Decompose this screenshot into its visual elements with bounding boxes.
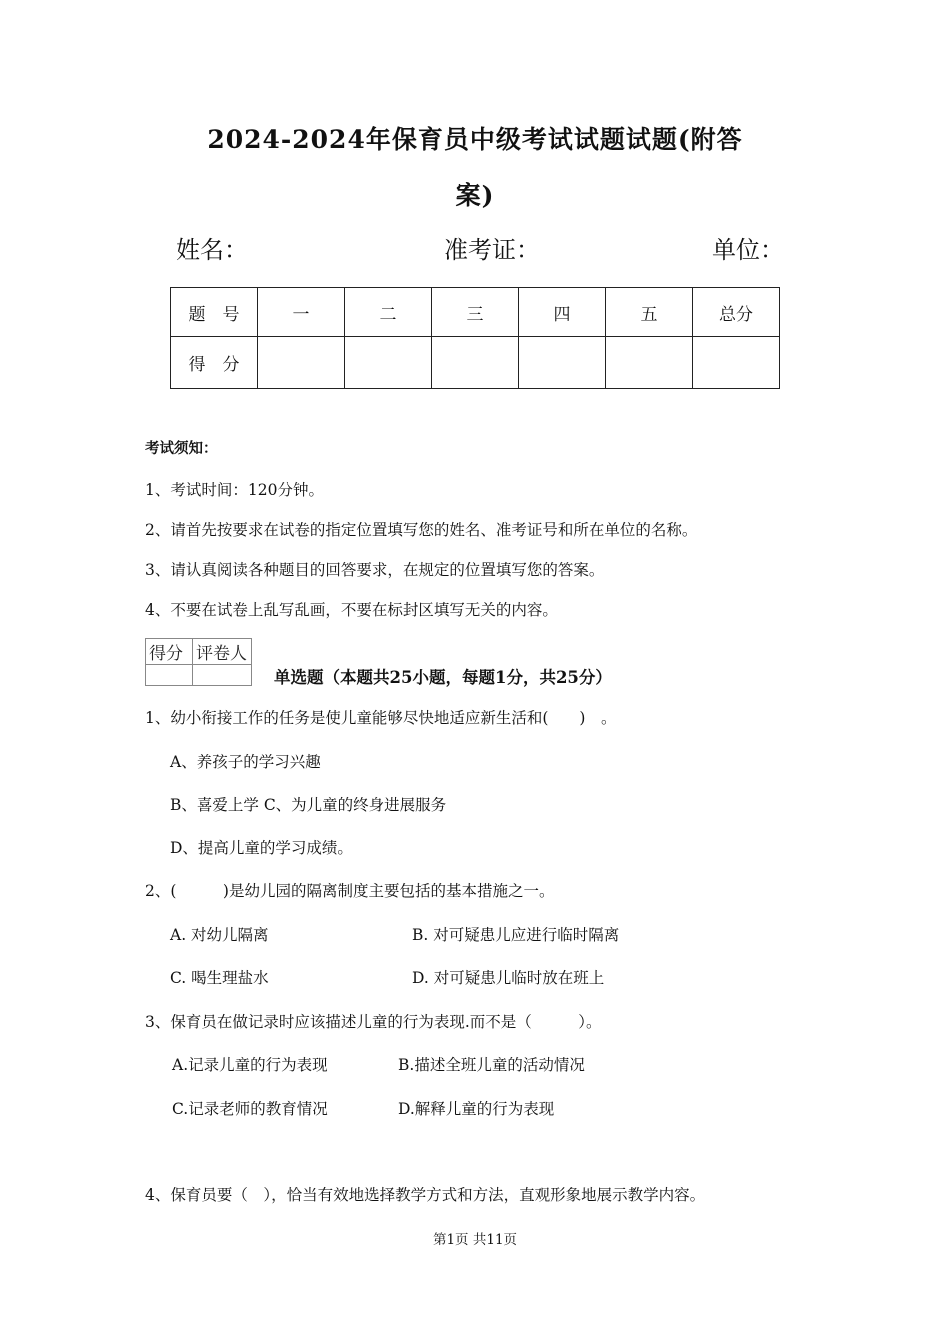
score-table-header-row	[171, 288, 780, 337]
exam-id-field-label: 准考证：	[444, 236, 540, 264]
score-cell	[519, 337, 606, 389]
score-header-cell: 二	[345, 288, 432, 337]
notice-item: 1、考试时间：120分钟。	[145, 481, 324, 499]
score-cell	[606, 337, 693, 389]
question-option: B. 对可疑患儿应进行临时隔离	[412, 926, 620, 944]
question-option: D. 对可疑患儿临时放在班上	[412, 969, 605, 987]
question-option: B.描述全班儿童的活动情况	[398, 1056, 585, 1074]
question-option: A.记录儿童的行为表现	[172, 1056, 328, 1074]
question-option: C.记录老师的教育情况	[172, 1100, 328, 1118]
score-header-cell: 四	[519, 288, 606, 337]
score-table-score-row	[171, 337, 780, 389]
score-header-cell: 三	[432, 288, 519, 337]
score-cell	[432, 337, 519, 389]
question-option: D.解释儿童的行为表现	[398, 1100, 555, 1118]
question-option: B、喜爱上学 C、为儿童的终身进展服务	[170, 796, 447, 814]
grader-reviewer-label: 评卷人	[193, 639, 252, 665]
notice-heading: 考试须知：	[145, 440, 218, 457]
score-row-label: 得 分	[171, 337, 258, 389]
question-stem: 4、保育员要（ ），恰当有效地选择教学方式和方法，直观形象地展示教学内容。	[145, 1186, 706, 1204]
name-field-label: 姓名：	[176, 236, 248, 264]
section-title: 单选题（本题共25小题，每题1分，共25分）	[274, 668, 612, 687]
page-footer: 第1页 共11页	[432, 1232, 518, 1248]
grader-table	[145, 638, 252, 686]
score-cell	[345, 337, 432, 389]
notice-item: 2、请首先按要求在试卷的指定位置填写您的姓名、准考证号和所在单位的名称。	[145, 521, 698, 539]
question-stem: 2、( )是幼儿园的隔离制度主要包括的基本措施之一。	[145, 882, 555, 900]
doc-title-line2: 案)	[455, 181, 495, 210]
grader-score-cell	[146, 665, 193, 686]
notice-item: 3、请认真阅读各种题目的回答要求，在规定的位置填写您的答案。	[145, 561, 605, 579]
question-option: C. 喝生理盐水	[170, 969, 269, 987]
notice-item: 4、不要在试卷上乱写乱画，不要在标封区填写无关的内容。	[145, 601, 558, 619]
grader-score-label: 得分	[146, 639, 193, 665]
score-header-cell: 总分	[693, 288, 780, 337]
score-header-cell: 题 号	[171, 288, 258, 337]
question-stem: 1、幼小衔接工作的任务是使儿童能够尽快地适应新生活和( ) 。	[145, 709, 617, 727]
question-option: D、提高儿童的学习成绩。	[170, 839, 353, 857]
grader-reviewer-cell	[193, 665, 252, 686]
score-header-cell: 一	[258, 288, 345, 337]
question-option: A. 对幼儿隔离	[170, 926, 269, 944]
unit-field-label: 单位：	[712, 236, 784, 264]
question-option: A、养孩子的学习兴趣	[170, 753, 321, 771]
score-header-cell: 五	[606, 288, 693, 337]
score-table	[170, 287, 780, 389]
question-stem: 3、保育员在做记录时应该描述儿童的行为表现.而不是（ ）。	[145, 1013, 602, 1031]
doc-title-line1: 2024-2024年保育员中级考试试题试题(附答	[207, 125, 743, 154]
score-cell	[258, 337, 345, 389]
score-cell	[693, 337, 780, 389]
